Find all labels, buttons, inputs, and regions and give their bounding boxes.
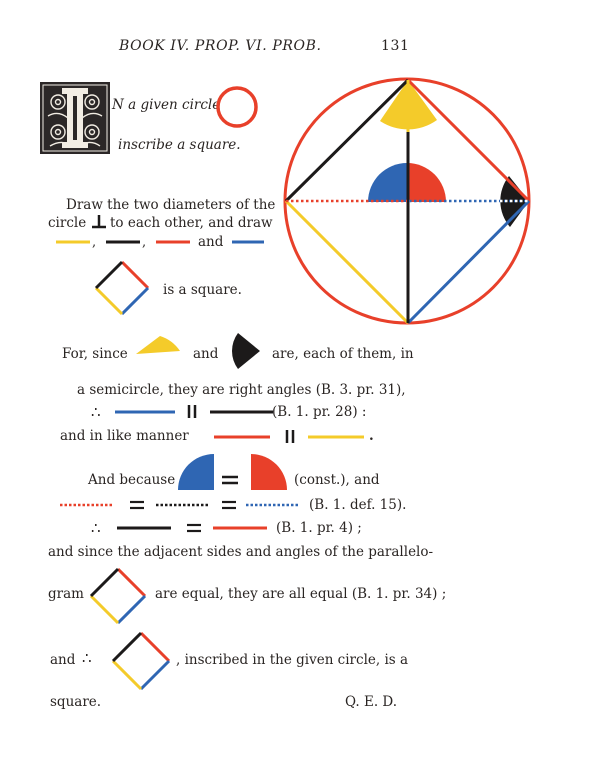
therefore-icon-2: ∴ [91,519,101,537]
for-since: For, since [62,346,128,362]
therefore-icon-3: ∴ [82,649,92,667]
initial-letter-i-icon [40,82,110,154]
qed: Q. E. D. [345,694,398,710]
and-because: And because [88,472,176,488]
like-manner: and in like manner [60,428,189,444]
draw-line-segments [56,236,296,248]
page-number: 131 [381,38,410,54]
main-figure [280,72,540,332]
ref-b1-pr4: (B. 1. pr. 4) ; [276,520,362,536]
given-circle-icon [215,85,259,129]
inscribed-line: , inscribed in the given circle, is a [176,652,409,668]
therefore-icon: ∴ [91,403,101,421]
angle-sector-icon [133,333,185,369]
proposition-line-2: inscribe a square. [118,137,241,153]
are-each: are, each of them, in [272,346,414,362]
draw-to-each: to each other, and draw [110,215,273,231]
parallel-statement-2 [214,429,374,445]
equal-statement [117,521,277,535]
equals-icon [222,474,238,486]
square-figure-icon-2 [88,566,148,626]
square-word: square. [50,694,102,710]
perpendicular-icon [91,214,107,230]
like-manner-period: . [369,428,374,444]
are-equal: are equal, they are all equal (B. 1. pr. 34) ; [155,586,447,602]
square-figure-icon [93,259,153,319]
running-header: BOOK IV. PROP. VI. PROB. [119,38,322,54]
svg-text:,: , [142,235,147,250]
quarter-sector-blue-icon [176,452,216,492]
gram-word: gram [48,586,84,602]
draw-line-1: Draw the two diameters of the [66,197,276,213]
adjacent-line: and since the adjacent sides and angles of the parallelo- [48,544,434,560]
ref-b1-pr28: (B. 1. pr. 28) : [272,404,367,420]
svg-text:,: , [92,235,97,250]
dotted-radii-statement [60,498,310,512]
square-figure-icon-3 [110,630,172,692]
is-a-square: is a square. [163,282,242,298]
draw-circle-word: circle [48,215,87,231]
draw-and: and [198,234,224,250]
center-blue-half [368,163,407,202]
const-and: (const.), and [294,472,380,488]
semicircle-line: a semicircle, they are right angles (B. 3. pr. 31), [77,382,406,398]
angle-sector-black-icon [226,333,266,373]
proposition-line-1: N a given circle [112,97,221,113]
ref-b1-def15: (B. 1. def. 15). [309,497,407,513]
center-red-half [407,163,446,202]
and-final: and [50,652,76,668]
quarter-sector-red-icon [249,452,289,492]
for-and: and [193,346,219,362]
parallel-statement-1 [115,404,285,420]
square-side-yellow [286,201,408,323]
